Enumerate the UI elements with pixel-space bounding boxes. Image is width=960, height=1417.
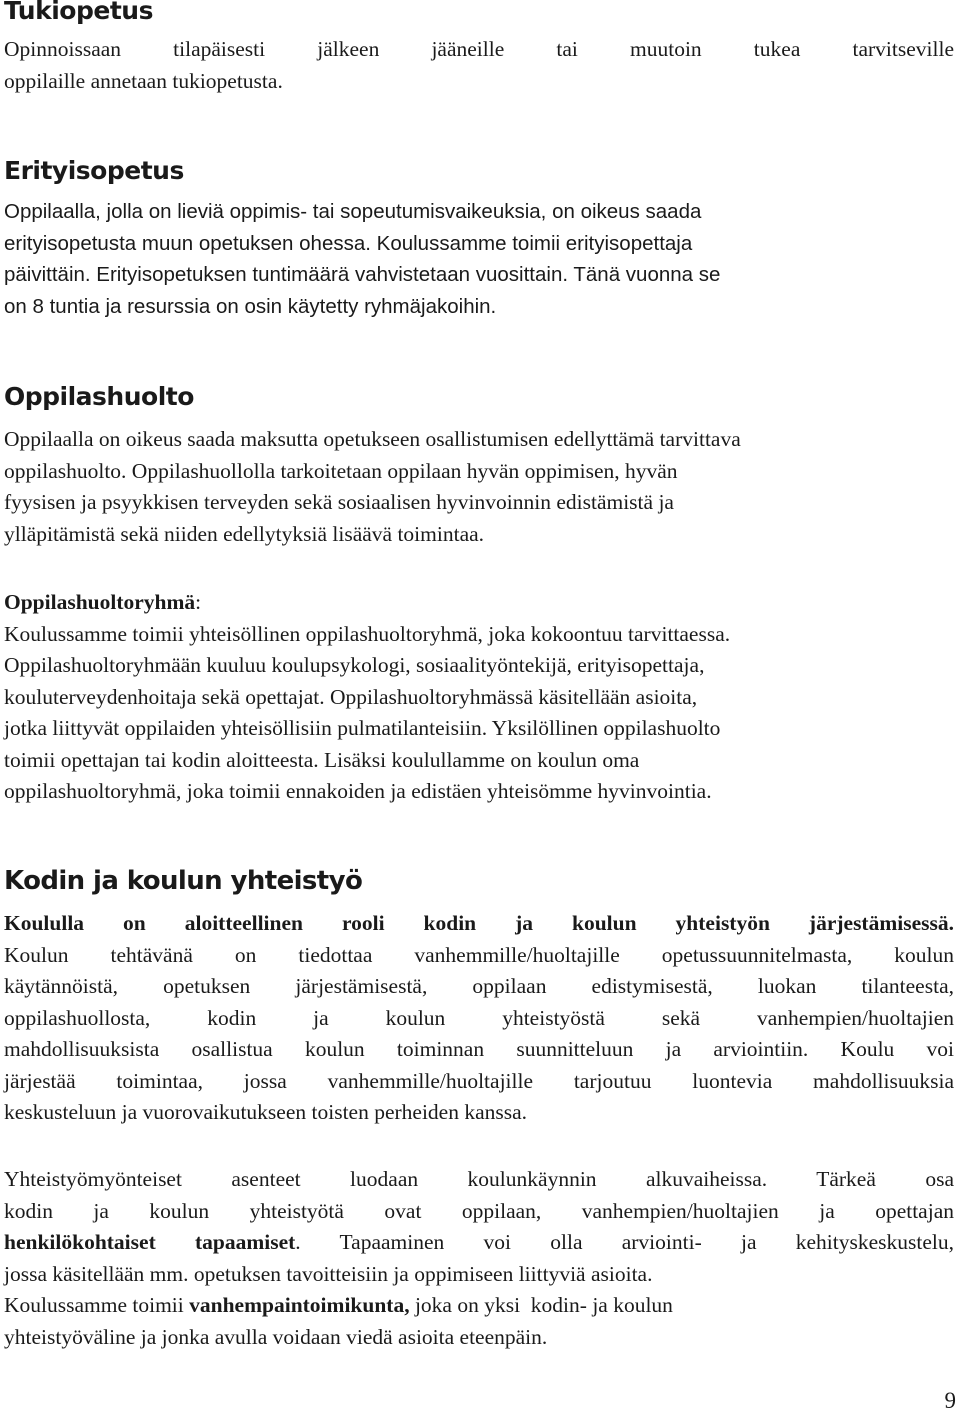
subheading-oppilashuoltoryhma: Oppilashuoltoryhmä bbox=[4, 590, 196, 614]
text-line: keskusteluun ja vuorovaikutukseen toisten perheiden kanssa. bbox=[4, 1100, 528, 1124]
text-line: Oppilashuoltoryhmään kuuluu koulupsykologi, sosiaalityöntekijä, erityisopettaja, bbox=[4, 653, 705, 677]
text-line: päivittäin. Erityisopetuksen tuntimäärä vahvistetaan vuosittain. Tänä vuonna se bbox=[4, 263, 721, 286]
text-run: joka on yksi kodin- ja koulun bbox=[409, 1293, 673, 1317]
paragraph-yhteistyo-2 bbox=[4, 1164, 954, 1353]
text-line: Oppilaalla, jolla on lieviä oppimis- tai sopeutumisvaikeuksia, on oikeus saada bbox=[4, 200, 702, 223]
text-line bbox=[4, 1290, 954, 1322]
paragraph-tukiopetus bbox=[4, 34, 954, 97]
subheading-colon: : bbox=[195, 590, 202, 614]
text-line: jotka liittyvät oppilaiden yhteisöllisiin pulmatilanteisiin. Yksilöllinen oppilashuolto bbox=[4, 716, 721, 740]
text-line: on 8 tuntia ja resurssia on osin käytetty ryhmäjakoihin. bbox=[4, 294, 497, 318]
bold-phrase: vanhempaintoimikunta, bbox=[189, 1293, 410, 1317]
text-line: toimii opettajan tai kodin aloitteesta. Lisäksi koulullamme on koulun oma bbox=[4, 747, 640, 772]
text-line: ylläpitämistä sekä niiden edellytyksiä lisäävä toimintaa. bbox=[4, 521, 485, 546]
text-line: Opinnoissaan tilapäisesti jälkeen jääneille tai muutoin tukea tarvitseville bbox=[4, 37, 954, 61]
text-line: jossa käsitellään mm. opetuksen tavoitteisiin ja oppimiseen liittyviä asioita. bbox=[4, 1261, 653, 1286]
subheading-line bbox=[4, 587, 954, 619]
text-line: oppilashuollosta, kodin ja koulun yhteistyöstä sekä vanhempien/huoltajien bbox=[4, 1005, 954, 1030]
text-line: mahdollisuuksista osallistua koulun toiminnan suunnitteluun ja arviointiin. Koulu voi bbox=[4, 1037, 954, 1061]
paragraph-yhteistyo-1 bbox=[4, 908, 954, 1129]
text-line: yhteistyöväline ja jonka avulla voidaan viedä asioita eteenpäin. bbox=[4, 1324, 548, 1349]
text-line: Yhteistyömyönteiset asenteet luodaan koulunkäynnin alkuvaiheissa. Tärkeä osa bbox=[4, 1167, 954, 1191]
bold-phrase: henkilökohtaiset tapaamiset bbox=[4, 1230, 296, 1254]
text-line: kouluterveydenhoitaja sekä opettajat. Oppilashuoltoryhmässä käsitellään asioita, bbox=[4, 684, 698, 709]
text-line: Koulussamme toimii yhteisöllinen oppilashuoltoryhmä, joka kokoontuu tarvittaessa. bbox=[4, 621, 731, 646]
text-line: oppilaille annetaan tukiopetusta. bbox=[4, 68, 283, 93]
text-line: Oppilaalla on oikeus saada maksutta opetukseen osallistumisen edellyttämä tarvittava bbox=[4, 427, 741, 451]
text-line: Koulun tehtävänä on tiedottaa vanhemmille/huoltajille opetussuunnitelmasta, koulun bbox=[4, 942, 954, 967]
lead-sentence: Koululla on aloitteellinen rooli kodin ja koulun yhteistyön järjestämisessä. bbox=[4, 911, 954, 935]
page-number: 9 bbox=[944, 1388, 956, 1413]
heading-oppilashuolto: Oppilashuolto bbox=[4, 382, 194, 411]
text-line: oppilashuolto. Oppilashuollolla tarkoitetaan oppilaan hyvän oppimisen, hyvän bbox=[4, 458, 678, 483]
text-line: erityisopetusta muun opetuksen ohessa. Koulussamme toimii erityisopettaja bbox=[4, 231, 693, 255]
heading-tukiopetus: Tukiopetus bbox=[4, 0, 153, 25]
text-line: järjestää toimintaa, jossa vanhemmille/huoltajille tarjoutuu luontevia mahdollisuuksia bbox=[4, 1068, 954, 1093]
paragraph-oppilashuoltoryhma bbox=[4, 587, 954, 808]
text-run: . Tapaaminen voi olla arviointi- ja kehityskeskustelu, bbox=[295, 1230, 954, 1254]
text-line: kodin ja koulun yhteistyötä ovat oppilaan, vanhempien/huoltajien ja opettajan bbox=[4, 1198, 954, 1223]
paragraph-oppilashuolto bbox=[4, 424, 954, 550]
text-run: Koulussamme toimii bbox=[4, 1293, 190, 1317]
heading-erityisopetus: Erityisopetus bbox=[4, 156, 184, 185]
text-line: käytännöistä, opetuksen järjestämisestä, oppilaan edistymisestä, luokan tilanteesta, bbox=[4, 974, 954, 998]
paragraph-erityisopetus bbox=[4, 196, 954, 322]
text-line bbox=[4, 1227, 954, 1259]
text-line: oppilashuoltoryhmä, joka toimii ennakoiden ja edistäen yhteisömme hyvinvointia. bbox=[4, 779, 712, 803]
heading-kodin-ja-koulun-yhteistyo: Kodin ja koulun yhteistyö bbox=[4, 866, 363, 896]
text-line: fyysisen ja psyykkisen terveyden sekä sosiaalisen hyvinvoinnin edistämistä ja bbox=[4, 490, 674, 514]
